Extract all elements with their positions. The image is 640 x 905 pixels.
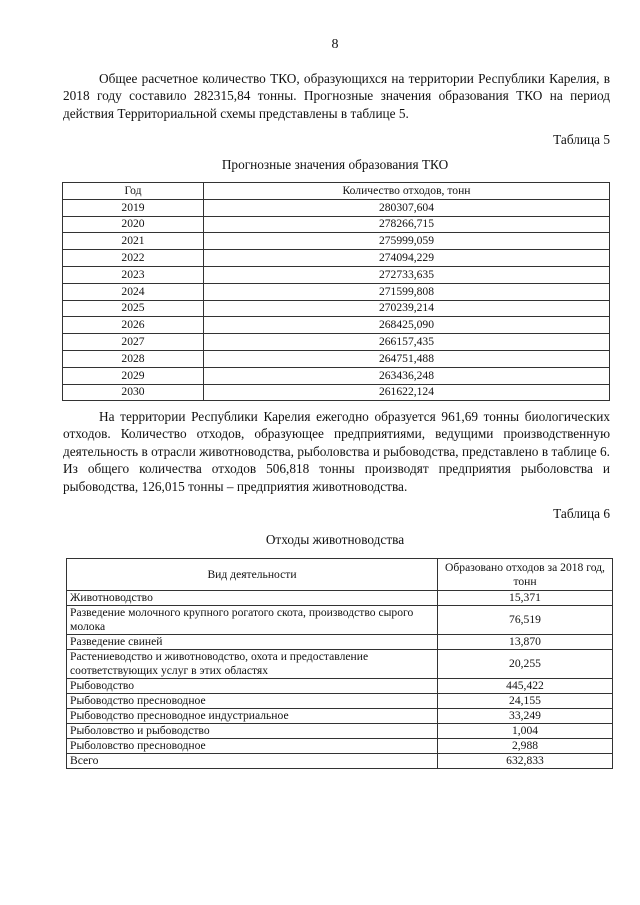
table-row [63,384,610,401]
year-cell: 2020 [63,216,204,233]
activity-cell: Разведение молочного крупного рогатого скота, производство сырого молока [67,606,438,635]
amount-cell: 274094,229 [204,250,610,267]
year-cell: 2026 [63,317,204,334]
table6-label: Таблица 6 [553,506,610,521]
table-row [63,300,610,317]
amount-cell: 261622,124 [204,384,610,401]
waste-amount-cell: 20,255 [438,650,613,679]
year-cell: 2030 [63,384,204,401]
column-header-year: Год [63,183,204,200]
year-cell: 2019 [63,199,204,216]
activity-cell: Рыбоводство пресноводное индустриальное [67,709,438,724]
table-row [67,650,613,679]
activity-cell: Рыбоводство [67,679,438,694]
table-row [67,635,613,650]
table-row [67,739,613,754]
table-row [67,694,613,709]
amount-cell: 263436,248 [204,367,610,384]
waste-amount-cell: 24,155 [438,694,613,709]
waste-amount-cell: 445,422 [438,679,613,694]
table-row [63,334,610,351]
amount-cell: 271599,808 [204,283,610,300]
amount-cell: 266157,435 [204,334,610,351]
table-header-row [63,183,610,200]
waste-amount-cell: 632,833 [438,754,613,769]
table-row [63,367,610,384]
table-row [63,283,610,300]
waste-amount-cell: 13,870 [438,635,613,650]
activity-cell: Разведение свиней [67,635,438,650]
table-row [63,199,610,216]
activity-cell: Всего [67,754,438,769]
year-cell: 2028 [63,350,204,367]
table-row [63,250,610,267]
column-header-waste: Образовано отходов за 2018 год, тонн [438,559,613,591]
waste-amount-cell: 76,519 [438,606,613,635]
table-row [67,754,613,769]
table-row [63,266,610,283]
activity-cell: Рыбоводство пресноводное [67,694,438,709]
table-row [67,591,613,606]
waste-amount-cell: 15,371 [438,591,613,606]
amount-cell: 270239,214 [204,300,610,317]
table5-label: Таблица 5 [553,132,610,147]
table-row [63,233,610,250]
table-row [67,679,613,694]
paragraph-bio-waste: На территории Республики Карелия ежегодно образуется 961,69 тонны биологических отходов. Количество отходов, образующее предприятиями, ведущими производственную деятельность в отрасли животноводства, рыболовства и рыбоводства, представлено в таблице 6. Из общего количества отходов 506,818 тонны производят предприятия рыболовства и рыбоводства, 126,015 тонны – предприятия животноводства. [63,409,610,494]
table-row [63,317,610,334]
waste-amount-cell: 2,988 [438,739,613,754]
year-cell: 2023 [63,266,204,283]
paragraph-tko-total: Общее расчетное количество ТКО, образующихся на территории Республики Карелия, в 2018 году составило 282315,84 тонны. Прогнозные значения образования ТКО на период действия Территориальной схемы представлены в таблице 5. [63,71,610,121]
amount-cell: 278266,715 [204,216,610,233]
table-row [67,606,613,635]
year-cell: 2025 [63,300,204,317]
table-livestock-waste [66,558,613,769]
table6-title: Отходы животноводства [265,532,405,547]
waste-amount-cell: 1,004 [438,724,613,739]
table-row [67,724,613,739]
activity-cell: Рыболовство пресноводное [67,739,438,754]
amount-cell: 272733,635 [204,266,610,283]
amount-cell: 275999,059 [204,233,610,250]
page-number: 8 [331,37,339,52]
table-row [63,216,610,233]
year-cell: 2029 [63,367,204,384]
waste-amount-cell: 33,249 [438,709,613,724]
column-header-activity: Вид деятельности [67,559,438,591]
amount-cell: 268425,090 [204,317,610,334]
table-row [63,350,610,367]
column-header-amount: Количество отходов, тонн [204,183,610,200]
activity-cell: Рыболовство и рыбоводство [67,724,438,739]
year-cell: 2021 [63,233,204,250]
activity-cell: Растениеводство и животноводство, охота и предоставление соответствующих услуг в этих областях [67,650,438,679]
year-cell: 2022 [63,250,204,267]
year-cell: 2024 [63,283,204,300]
year-cell: 2027 [63,334,204,351]
amount-cell: 264751,488 [204,350,610,367]
amount-cell: 280307,604 [204,199,610,216]
table-row [67,709,613,724]
table-header-row [67,559,613,591]
table5-title: Прогнозные значения образования ТКО [221,157,449,172]
table-tko-forecast [62,182,610,401]
activity-cell: Животноводство [67,591,438,606]
